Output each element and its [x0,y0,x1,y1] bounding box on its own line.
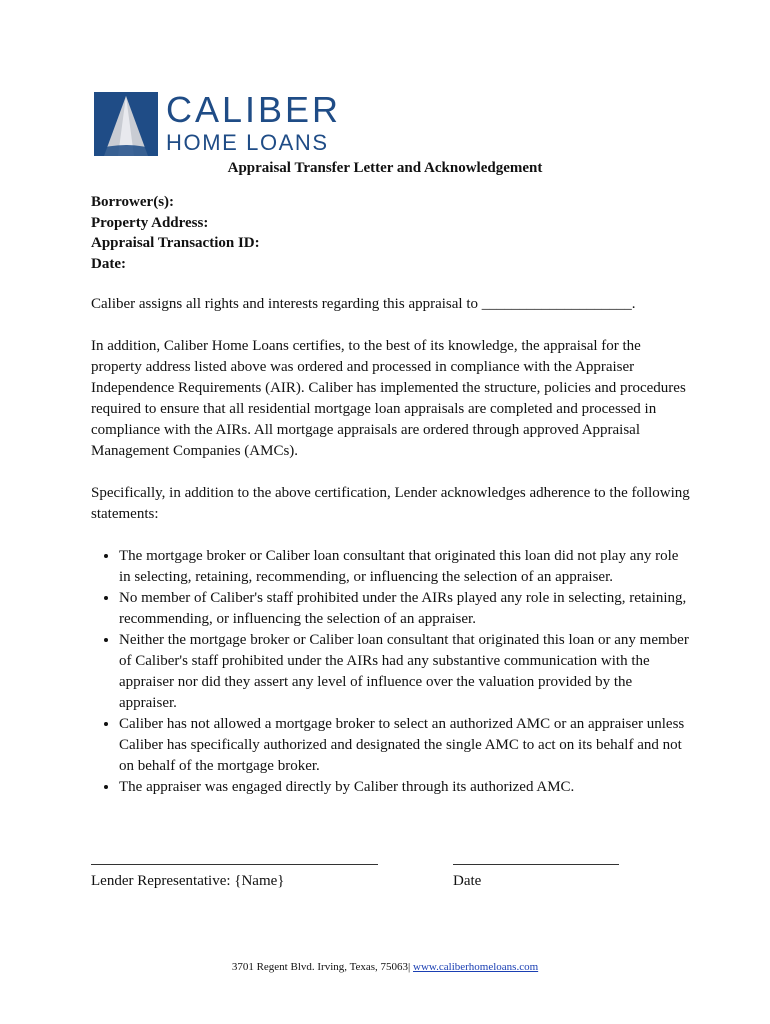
letter-body [91,294,691,798]
footer-address: 3701 Regent Blvd. Irving, Texas, 75063| [231,961,411,973]
paragraph-assign: Caliber assigns all rights and interests regarding this appraisal to ____________________. [91,296,636,312]
field-date: Date: [91,255,126,272]
footer-website-link[interactable]: www.caliberhomeloans.com [413,961,539,973]
field-appraisal-transaction-id: Appraisal Transaction ID: [91,235,260,251]
statement-item: • The appraiser was engaged directly by Caliber through its authorized AMC. [119,777,691,798]
caliber-logo [94,89,364,158]
logo-word-caliber: CALIBER [166,89,342,130]
statement-list [91,546,691,798]
date-label: Date [453,873,482,889]
lender-representative-label: Lender Representative: {Name} [91,873,285,889]
document-title: Appraisal Transfer Letter and Acknowledgement [227,160,543,176]
date-signature-line [453,864,619,865]
paragraph-certify: In addition, Caliber Home Loans certifies, to the best of its knowledge, the appraisal for the property address listed above was ordered and processed in compliance with the Appraiser Independence Requirements (AIR). Caliber has implemented the structure, policies and procedures required to ensure that all residential mortgage loan appraisals are completed and processed in compliance with the AIRs. All mortgage appraisals are ordered through approved Appraisal Management Companies (AMCs). [91,338,686,459]
statement-item: • Caliber has not allowed a mortgage broker to select an authorized AMC or an appraiser unless Caliber has specifically authorized and designated the single AMC to act on its behalf and not on behalf of the mortgage broker. [119,714,691,777]
statement-item: • No member of Caliber's staff prohibited under the AIRs played any role in selecting, retaining, recommending, or influencing the selection of an appraiser. [119,588,691,630]
statement-item: • Neither the mortgage broker or Caliber loan consultant that originated this loan or any member of Caliber's staff prohibited under the AIRs had any substantive communication with the appraiser nor did they assert any level of influence over the valuation provided by the appraiser. [119,630,691,714]
date-signature-block [453,864,619,890]
field-borrowers: Borrower(s): [91,194,175,210]
lender-signature-line [91,864,378,865]
field-property-address: Property Address: [91,214,209,231]
lender-signature-block [91,864,378,890]
paragraph-specifically: Specifically, in addition to the above certification, Lender acknowledges adherence to the following statements: [91,485,690,522]
footer [0,961,770,973]
logo-text [166,89,342,156]
caliber-logo-icon [94,92,158,156]
logo-word-home-loans: HOME LOANS [166,130,329,155]
header-fields [91,192,260,274]
statement-item: • The mortgage broker or Caliber loan consultant that originated this loan did not play any role in selecting, retaining, recommending, or influencing the selection of an appraiser. [119,546,691,588]
